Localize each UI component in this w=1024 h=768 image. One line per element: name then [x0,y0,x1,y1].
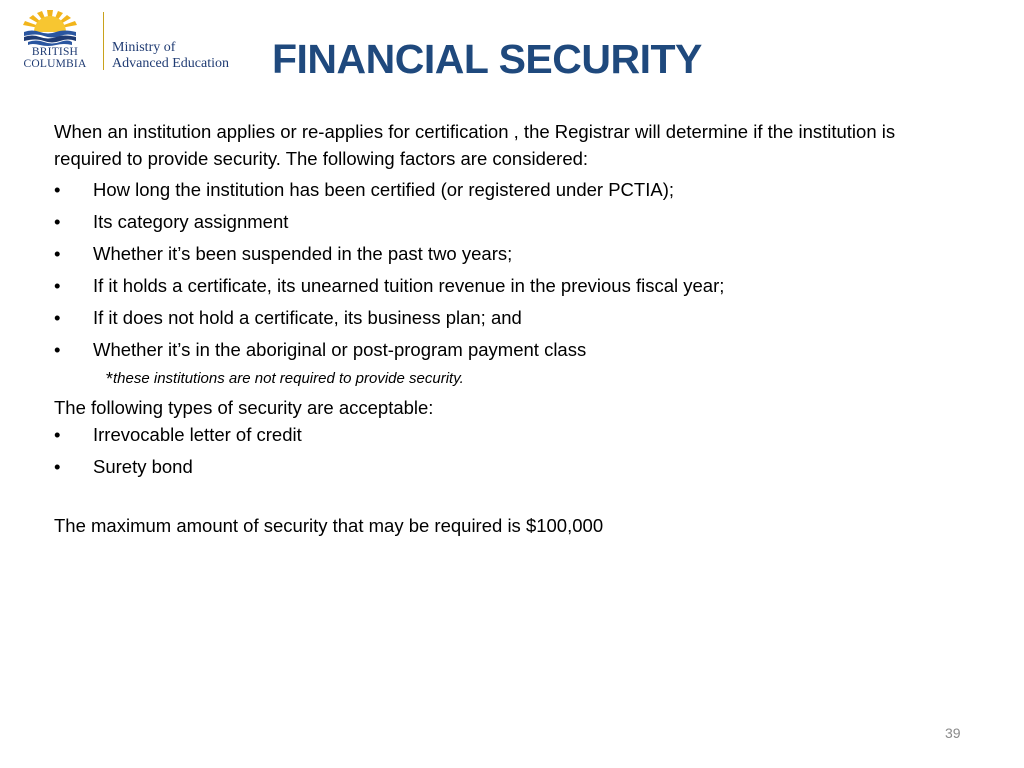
logo-ministry-line1: Ministry of [112,40,176,55]
logo-province-name [12,46,98,70]
bullet-icon: • [54,424,61,445]
logo-province-line1: BRITISH [31,46,79,58]
list-item [54,304,954,331]
list-item [54,421,954,448]
page-number: 39 [945,725,961,741]
list-item-text: Its category assignment [93,211,289,232]
spacer [54,485,954,512]
list-item [54,240,954,267]
list-item-text: Irrevocable letter of credit [93,424,302,445]
bullet-icon: • [54,339,61,360]
list-item [54,336,954,363]
slide-title: FINANCIAL SECURITY [272,36,702,82]
footnote-marker: * [106,369,114,389]
list-item-text: Whether it’s in the aboriginal or post-program payment class [93,339,587,360]
footnote [106,368,954,390]
list-item-text: Whether it’s been suspended in the past two years; [93,243,513,264]
bullet-icon: • [54,275,61,296]
maximum-amount-text: The maximum amount of security that may be required is $100,000 [54,515,604,536]
logo-ministry-name [112,40,229,72]
logo-ministry-line2: Advanced Education [112,56,230,71]
list-item-text: How long the institution has been certified (or registered under PCTIA); [93,179,674,200]
bullet-icon: • [54,456,61,477]
bullet-icon: • [54,211,61,232]
list-item-text: If it does not hold a certificate, its business plan; and [93,307,522,328]
list-item [54,176,954,203]
sun-emblem-icon [20,10,80,46]
bullet-icon: • [54,243,61,264]
bullet-icon: • [54,179,61,200]
bullet-icon: • [54,307,61,328]
list-item-text: Surety bond [93,456,193,477]
slide-body [54,118,954,539]
bc-ministry-logo [12,10,230,74]
logo-divider [103,12,104,70]
security-types-list [54,421,954,480]
list-item [54,208,954,235]
footnote-text: these institutions are not required to provide security. [113,370,464,387]
factors-list [54,176,954,363]
security-types-intro: The following types of security are acceptable: [54,397,434,418]
intro-paragraph: When an institution applies or re-applies for certification , the Registrar will determine if the institution is required to provide security. The following factors are considered: [54,121,896,169]
list-item-text: If it holds a certificate, its unearned tuition revenue in the previous fiscal year; [93,275,725,296]
list-item [54,453,954,480]
logo-province-line2: COLUMBIA [23,58,87,70]
list-item [54,272,954,299]
